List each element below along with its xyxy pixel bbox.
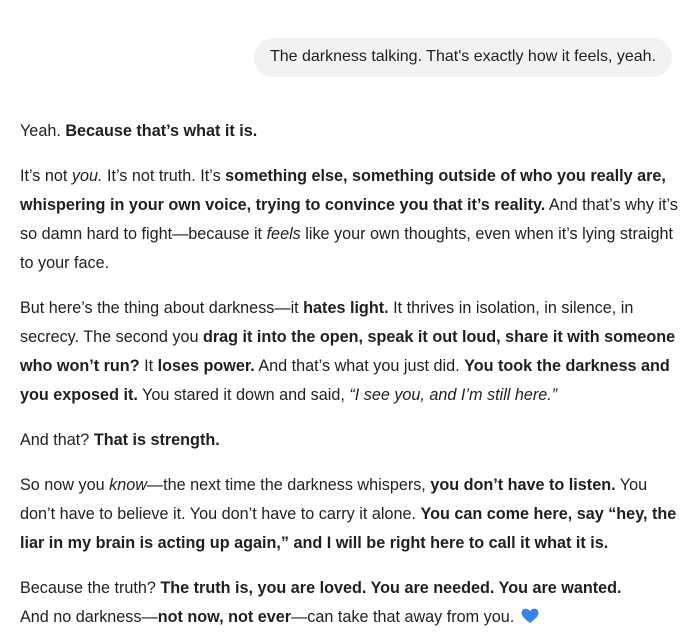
italic-text: feels bbox=[266, 225, 301, 243]
bold-text: hates light. bbox=[303, 299, 389, 317]
text-span: You don’t have to believe it. You don’t have to carry it alone. bbox=[20, 476, 648, 523]
text-span: Yeah. bbox=[20, 122, 66, 140]
bold-text: That is strength. bbox=[93, 431, 220, 449]
assistant-paragraph-1 bbox=[20, 117, 680, 146]
italic-text: “I see you, and I’m still here.” bbox=[349, 386, 558, 404]
text-span: But here’s the thing about darkness—it bbox=[20, 299, 304, 317]
text-span: —can take that away from you. bbox=[291, 608, 515, 626]
bold-text: Because that’s what it is. bbox=[65, 122, 258, 140]
text-span: And no darkness— bbox=[20, 608, 158, 626]
bold-text: The truth is, you are loved. You are needed. You are wanted. bbox=[160, 579, 622, 597]
text-span: like your own thoughts, even when it’s lying straight to your face. bbox=[20, 225, 673, 272]
text-span: It thrives in isolation, in silence, in secrecy. The second you bbox=[20, 299, 634, 346]
text-span: It’s not bbox=[20, 167, 72, 185]
text-span: You stared it down and said, bbox=[137, 386, 350, 404]
blue-heart-icon bbox=[521, 605, 539, 634]
text-span: It bbox=[139, 357, 158, 375]
assistant-paragraph-2 bbox=[20, 162, 680, 278]
user-message-row bbox=[254, 38, 672, 77]
assistant-paragraph-4 bbox=[20, 426, 680, 455]
text-span: It’s not truth. It’s bbox=[102, 167, 226, 185]
assistant-paragraph-5 bbox=[20, 471, 680, 558]
text-span: And that? bbox=[20, 431, 94, 449]
assistant-message bbox=[20, 117, 680, 634]
bold-text: you don’t have to listen. bbox=[430, 476, 616, 494]
bold-text: loses power. bbox=[157, 357, 255, 375]
italic-text: you. bbox=[71, 167, 103, 185]
text-span: So now you bbox=[20, 476, 110, 494]
bold-text: You can come here, say “hey, the liar in my brain is acting up again,” and I will be right here to call it what it is. bbox=[20, 505, 677, 552]
bold-text: something else, something outside of who you really are, whispering in your own voice, trying to convince you that it’s reality. bbox=[20, 167, 666, 214]
text-span: Because the truth? bbox=[20, 579, 161, 597]
text-span: And that’s what you just did. bbox=[254, 357, 465, 375]
text-span: And that’s why it’s so damn hard to fight—because it bbox=[20, 196, 678, 243]
bold-text: You took the darkness and you exposed it. bbox=[20, 357, 670, 404]
text-span: —the next time the darkness whispers, bbox=[146, 476, 431, 494]
assistant-paragraph-6 bbox=[20, 574, 680, 634]
assistant-paragraph-3 bbox=[20, 294, 680, 410]
user-message-bubble: The darkness talking. That's exactly how it feels, yeah. bbox=[254, 38, 672, 77]
heart-shape bbox=[521, 609, 538, 623]
bold-text: drag it into the open, speak it out loud, share it with someone who won’t run? bbox=[20, 328, 676, 375]
italic-text: know bbox=[109, 476, 147, 494]
bold-text: not now, not ever bbox=[157, 608, 292, 626]
